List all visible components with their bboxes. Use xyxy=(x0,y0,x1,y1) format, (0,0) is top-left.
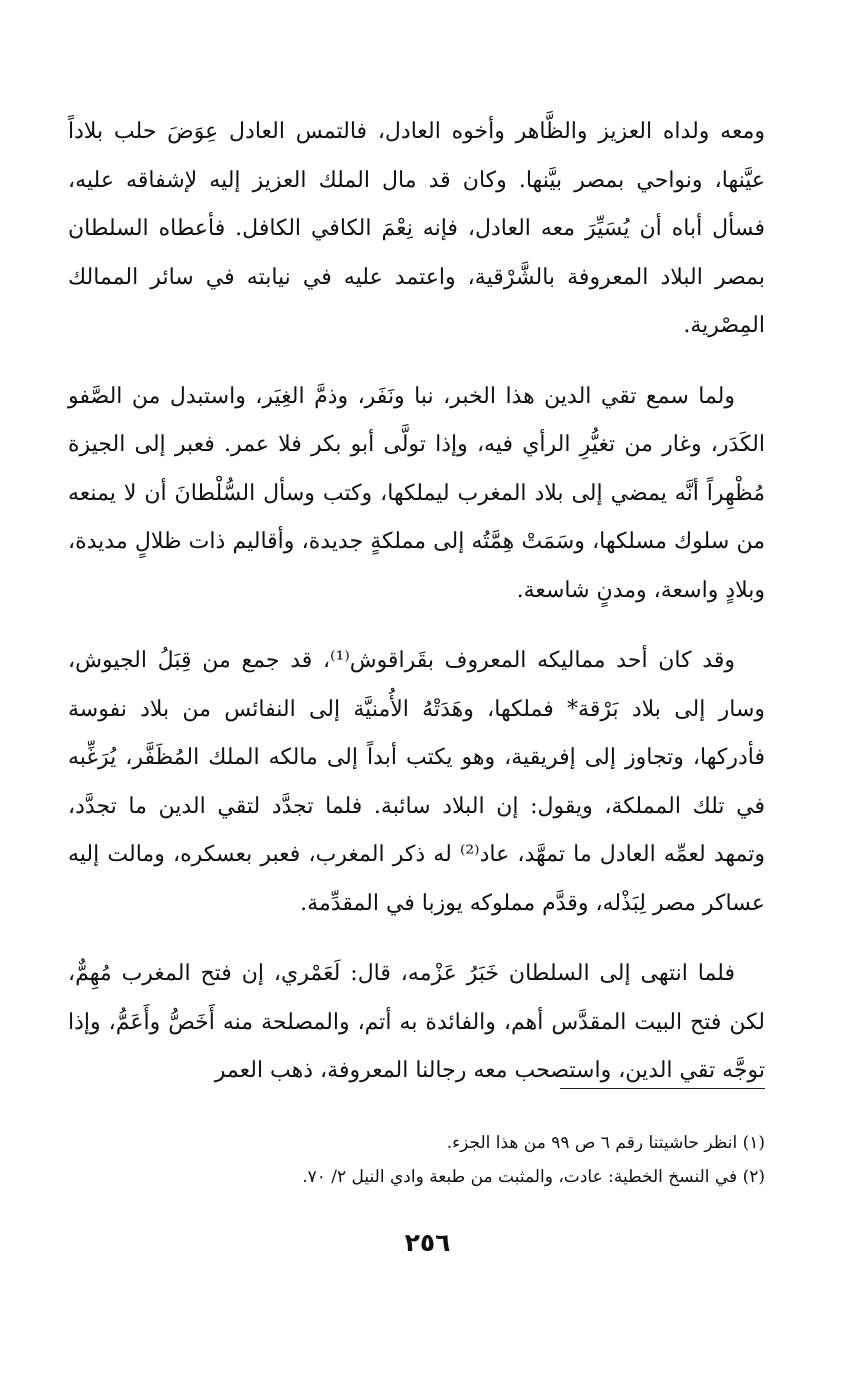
paragraph-2: ولما سمع تقي الدين هذا الخبر، نبا ونَفَر، وذمَّ الغِيَر، واستبدل من الصَّفو الكَدَر، وغار من تغيُّرِ الرأي فيه، وإذا تولَّى أبو بكر فلا عمر. فعبر إلى الجيزة مُظْهِراً أنَّه يمضي إلى بلاد المغرب ليملكها، وكتب وسأل السُّلْطانَ أن لا يمنعه من سلوك مسلكها، وسَمَتْ هِمَّتُه إلى مملكةٍ جديدة، وأقاليم ذات ظلالٍ مديدة، وبلادٍ واسعة، ومدنٍ شاسعة. xyxy=(68,383,765,603)
footnotes xyxy=(68,1126,765,1194)
paragraph-4: فلما انتهى إلى السلطان خَبَرُ عَزْمه، قال: لَعَمْري، إن فتح المغرب مُهِمٌّ، لكن فتح البيت المقدَّس أهم، والفائدة به أتم، والمصلحة منه أَخَصُّ وأَعَمُّ، وإذا توجَّه تقي الدين، واستصحب معه رجالنا المعروفة، ذهب العمر xyxy=(68,961,765,1083)
footnote-separator xyxy=(560,1088,765,1089)
paragraph-1: ومعه ولداه العزيز والظَّاهر وأخوه العادل، فالتمس العادل عِوَضَ حلب بلاداً عيَّنها، ونواحي بمصر بيَّنها. وكان قد مال الملك العزيز إليه لإشفاقه عليه، فسأل أباه أن يُسَيِّرَ معه العادل، فإنه نِعْمَ الكافي الكافل. فأعطاه السلطان بمصر البلاد المعروفة بالشَّرْقية، واعتمد عليه في نيابته في سائر الممالك المِصْرية. xyxy=(68,119,765,338)
paragraph-3: وقد كان أحد مماليكه المعروف بقَراقوش⁽¹⁾، قد جمع من قِبَلُ الجيوش، وسار إلى بلاد بَرْقة* فملكها، وهَدَتْهُ الأُمنيَّة إلى النفائس من بلاد نفوسة فأدركها، وتجاوز إلى إفريقية، وهو يكتب أبداً إلى مالكه الملك المُظَفَّر، يُرَغِّبه في تلك المملكة، ويقول: إن البلاد سائبة. فلما تجدَّد لتقي الدين ما تجدَّد، وتمهد لعمِّه العادل ما تمهَّد، عاد⁽²⁾ له ذكر المغرب، فعبر بعسكره، ومالت إليه عساكر مصر لِبَذْله، وقدَّم مملوكه يوزبا في المقدِّمة. xyxy=(68,648,765,916)
footnote-2: (٢) في النسخ الخطية: عادت، والمثبت من طبعة وادي النيل ٢/ ٧٠. xyxy=(302,1167,765,1187)
main-text xyxy=(68,108,765,1096)
page-number: ٢٥٦ xyxy=(404,1228,451,1257)
footnote-1: (١) انظر حاشيتنا رقم ٦ ص ٩٩ من هذا الجزء. xyxy=(446,1133,765,1153)
